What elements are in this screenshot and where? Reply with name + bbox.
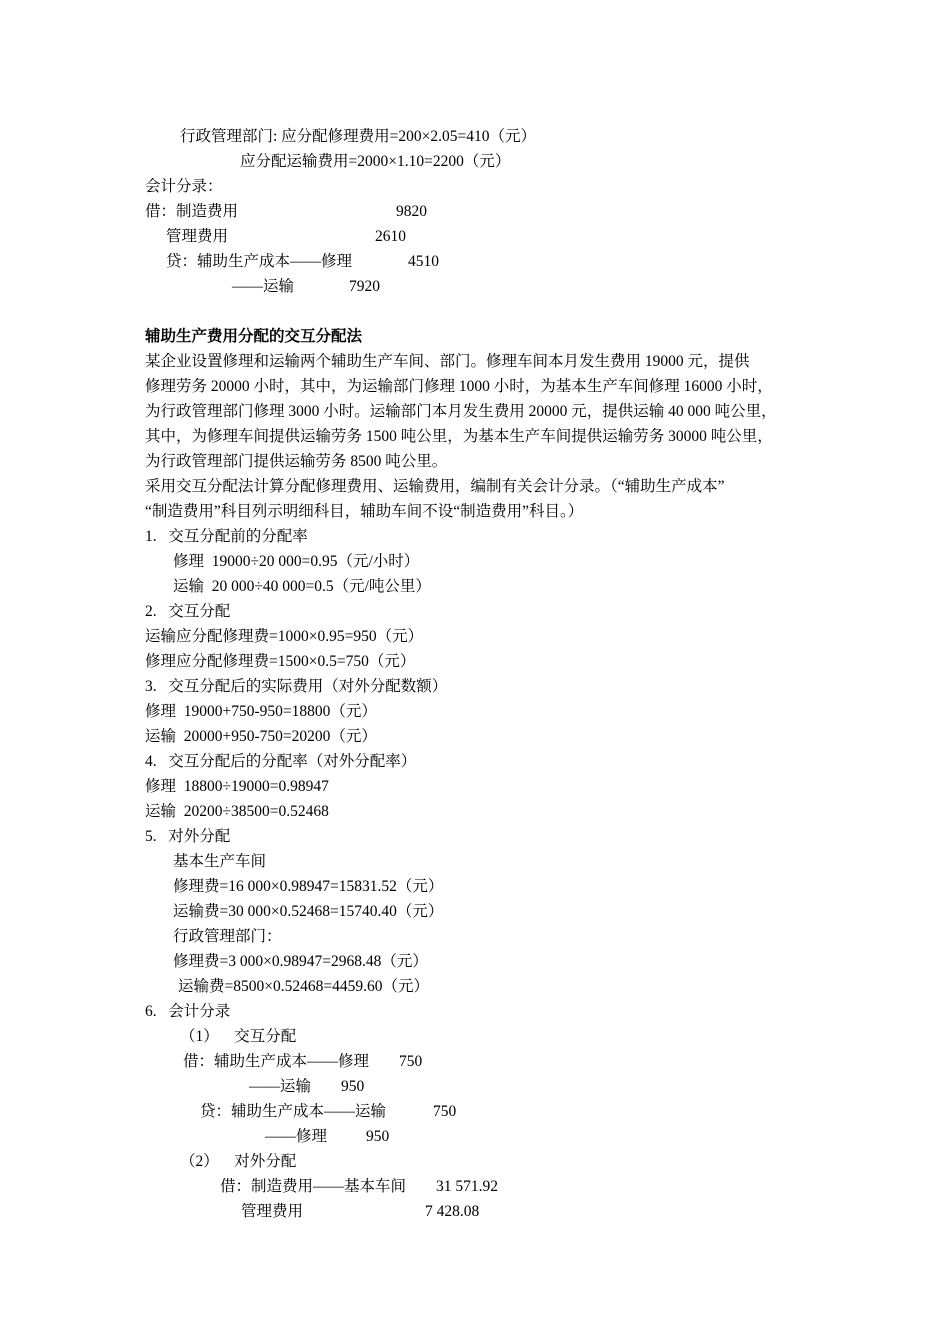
problem-line: 采用交互分配法计算分配修理费用、运输费用，编制有关会计分录。（“辅助生产成本”: [145, 478, 725, 495]
admin-transport-allocation: 应分配运输费用=2000×1.10=2200（元）: [240, 153, 511, 170]
step-5-admin-transport: 运输费=8500×0.52468=4459.60（元）: [178, 978, 429, 995]
step-6-2-debit-admin-amount: 7 428.08: [425, 1203, 480, 1220]
step-6-1-credit-repair-label: ——修理: [265, 1128, 328, 1145]
step-5-admin-dept: 行政管理部门：: [173, 928, 282, 945]
step-1-repair: 修理 19000÷20 000=0.95（元/小时）: [173, 553, 420, 570]
step-1-transport: 运输 20 000÷40 000=0.5（元/吨公里）: [173, 578, 431, 595]
step-1-heading: 1. 交互分配前的分配率: [145, 528, 308, 545]
step-2-repair: 修理应分配修理费=1500×0.5=750（元）: [145, 653, 416, 670]
step-4-repair: 修理 18800÷19000=0.98947: [145, 778, 329, 795]
admin-repair-allocation: 行政管理部门: 应分配修理费用=200×2.05=410（元）: [180, 128, 537, 145]
step-6-1-debit-repair-label: 借：辅助生产成本——修理: [183, 1053, 370, 1070]
step-6-1-heading: （1） 交互分配: [180, 1028, 297, 1045]
debit-manufacturing-amount: 9820: [396, 203, 427, 220]
entry-label: 会计分录：: [145, 178, 223, 195]
step-4-transport: 运输 20200÷38500=0.52468: [145, 803, 329, 820]
problem-line: 为行政管理部门提供运输劳务 8500 吨公里。: [145, 453, 448, 470]
step-4-heading: 4. 交互分配后的分配率（对外分配率）: [145, 753, 417, 770]
debit-admin-label: 管理费用: [166, 228, 229, 245]
step-6-1-credit-transport-amount: 750: [433, 1103, 457, 1120]
section-title: 辅助生产费用分配的交互分配法: [145, 328, 363, 345]
credit-repair-amount: 4510: [408, 253, 439, 270]
step-2-transport: 运输应分配修理费=1000×0.95=950（元）: [145, 628, 424, 645]
step-6-2-debit-manufacturing-amount: 31 571.92: [436, 1178, 498, 1195]
problem-line: “制造费用”科目列示明细科目，辅助车间不设“制造费用”科目。）: [145, 503, 584, 520]
step-5-basic-repair: 修理费=16 000×0.98947=15831.52（元）: [173, 878, 444, 895]
step-6-2-debit-admin-label: 管理费用: [241, 1203, 304, 1220]
credit-repair-label: 贷：辅助生产成本——修理: [166, 253, 353, 270]
step-3-transport: 运输 20000+950-750=20200（元）: [145, 728, 377, 745]
problem-line: 其中，为修理车间提供运输劳务 1500 吨公里，为基本生产车间提供运输劳务 30000 吨公里，: [145, 428, 773, 445]
problem-line: 某企业设置修理和运输两个辅助生产车间、部门。修理车间本月发生费用 19000 元，提供: [145, 353, 750, 370]
problem-line: 为行政管理部门修理 3000 小时。运输部门本月发生费用 20000 元，提供运输 40 000 吨公里，: [145, 403, 777, 420]
step-5-basic-workshop: 基本生产车间: [173, 853, 267, 870]
step-6-1-credit-transport-label: 贷：辅助生产成本——运输: [200, 1103, 387, 1120]
step-5-heading: 5. 对外分配: [145, 828, 231, 845]
debit-manufacturing-label: 借：制造费用: [145, 203, 239, 220]
step-6-2-debit-manufacturing-label: 借：制造费用——基本车间: [220, 1178, 407, 1195]
step-6-1-debit-transport-amount: 950: [341, 1078, 365, 1095]
step-6-2-heading: （2） 对外分配: [180, 1153, 297, 1170]
step-6-1-debit-repair-amount: 750: [399, 1053, 423, 1070]
step-5-admin-repair: 修理费=3 000×0.98947=2968.48（元）: [173, 953, 428, 970]
step-3-repair: 修理 19000+750-950=18800（元）: [145, 703, 377, 720]
step-5-basic-transport: 运输费=30 000×0.52468=15740.40（元）: [173, 903, 444, 920]
step-2-heading: 2. 交互分配: [145, 603, 231, 620]
step-6-heading: 6. 会计分录: [145, 1003, 231, 1020]
credit-transport-amount: 7920: [349, 278, 380, 295]
credit-transport-label: ——运输: [232, 278, 295, 295]
step-6-1-debit-transport-label: ——运输: [249, 1078, 312, 1095]
step-6-1-credit-repair-amount: 950: [366, 1128, 390, 1145]
debit-admin-amount: 2610: [375, 228, 406, 245]
step-3-heading: 3. 交互分配后的实际费用（对外分配数额）: [145, 678, 448, 695]
problem-line: 修理劳务 20000 小时，其中，为运输部门修理 1000 小时，为基本生产车间修理 16000 小时，: [145, 378, 773, 395]
